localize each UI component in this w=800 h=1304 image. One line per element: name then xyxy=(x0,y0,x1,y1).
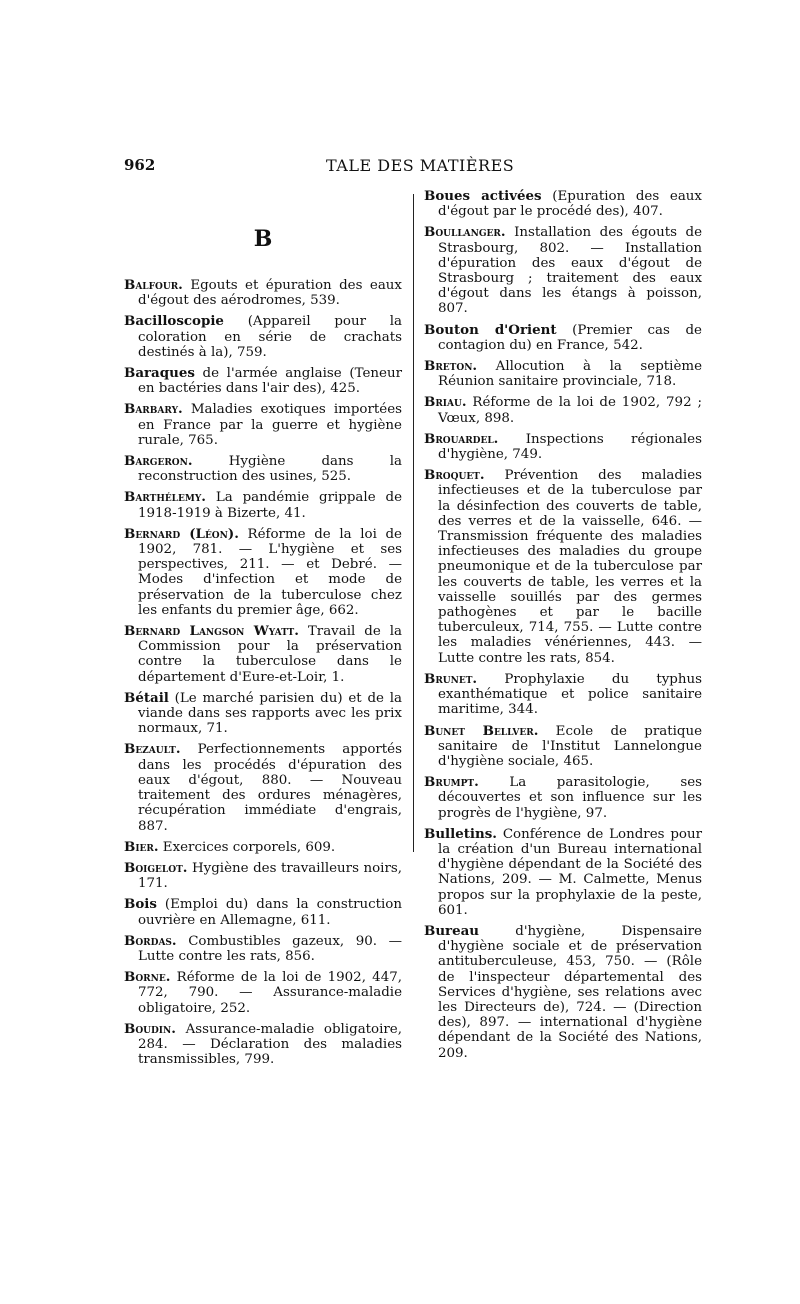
index-entry xyxy=(424,432,702,462)
entry-heading: Boigelot. xyxy=(124,859,188,876)
index-entry xyxy=(124,490,402,520)
entry-text: de l'armée anglaise (Teneur en bactéries dans l'air des), 425. xyxy=(138,366,402,397)
entry-text: Assurance-maladie obligatoire, 284. — Déclaration des maladies transmissibles, 799. xyxy=(138,1021,402,1068)
column-divider xyxy=(413,194,414,852)
entry-heading: Boudin. xyxy=(124,1020,176,1037)
index-entry xyxy=(424,724,702,770)
index-entry xyxy=(424,359,702,389)
entry-text: Exercices corporels, 609. xyxy=(162,839,336,855)
page-number: 962 xyxy=(124,156,156,174)
index-entry xyxy=(424,323,702,353)
entry-text: Réforme de la loi de 1902, 792 ; Vœux, 898. xyxy=(438,395,702,426)
entry-text: d'hygiène, Dispensaire d'hygiène sociale et de préservation antituberculeuse, 453, 750. — (Rôle de l'inspecteur départemental des Services d'hygiène, ses relations avec les Directeurs de), 724. — (Direction des), 897. — international d'hygiène dépendant de la Société des Nations, 209. xyxy=(438,923,702,1061)
index-entry xyxy=(424,924,702,1061)
entry-text: Travail de la Commission pour la préservation contre la tuberculose dans le département d'Eure-et-Loir, 1. xyxy=(138,624,402,685)
index-entry xyxy=(424,395,702,425)
index-entry xyxy=(424,468,702,666)
entry-text: Allocution à la septième Réunion sanitaire provinciale, 718. xyxy=(438,359,702,390)
entry-text: (Le marché parisien du) et de la viande dans ses rapports avec les prix normaux, 71. xyxy=(138,690,402,737)
index-column-left xyxy=(124,194,402,1073)
entry-text: Hygiène des travailleurs noirs, 171. xyxy=(138,860,402,892)
entry-heading: Bulletins. xyxy=(424,825,497,842)
entry-heading: Borne. xyxy=(124,969,171,986)
entry-text: Installation des égouts de Strasbourg, 802. — Installation d'épuration des eaux d'égout de Strasbourg ; traitement des eaux d'égout dans les étangs à poisson, 807. xyxy=(438,225,702,317)
index-entry xyxy=(124,934,402,964)
entry-text: Combustibles gazeux, 90. — Lutte contre les rats, 856. xyxy=(138,933,402,964)
entry-text: (Premier cas de contagion du) en France, 542. xyxy=(438,322,702,353)
entry-text: Maladies exotiques importées en France par la guerre et hygiène rurale, 765. xyxy=(138,402,402,448)
index-entry xyxy=(424,225,702,316)
index-entry xyxy=(124,314,402,360)
index-entry xyxy=(124,402,402,448)
entry-heading: Bezault. xyxy=(124,741,181,758)
entry-text: Réforme de la loi de 1902, 781. — L'hygiène et ses perspectives, 211. — et Debré. — Modes d'infection et mode de préservation de la tuberculose chez les enfants du premier âge, 662. xyxy=(138,526,402,618)
entry-text: Ecole de pratique sanitaire de l'Institut Lannelongue d'hygiène sociale, 465. xyxy=(438,723,702,769)
entry-heading: Barbary. xyxy=(124,401,183,418)
index-entry xyxy=(124,454,402,484)
left-entries xyxy=(124,278,402,1067)
index-entry xyxy=(124,840,402,855)
entry-text: Conférence de Londres pour la création d'un Bureau international d'hygiène dépendant de la Société des Nations, 209. — M. Calmette, Menus propos sur la prophylaxie de la peste, 601. xyxy=(438,826,702,918)
entry-heading: Bacilloscopie xyxy=(124,313,224,330)
entry-text: Prophylaxie du typhus exanthématique et police sanitaire maritime, 344. xyxy=(438,671,703,718)
index-entry xyxy=(124,624,402,685)
entry-heading: Briau. xyxy=(424,394,467,411)
index-entry xyxy=(124,527,402,618)
entry-heading: Bunet Bellver. xyxy=(424,722,539,739)
entry-text: La pandémie grippale de 1918-1919 à Bizerte, 41. xyxy=(138,490,402,521)
entry-text: (Appareil pour la coloration en série de crachats destinés à la), 759. xyxy=(138,314,402,360)
entry-heading: Boues activées xyxy=(424,188,542,204)
index-entry xyxy=(124,366,402,396)
index-entry xyxy=(124,691,402,737)
entry-heading: Breton. xyxy=(424,358,478,375)
index-entry xyxy=(424,827,702,918)
entry-heading: Boullanger. xyxy=(424,224,506,241)
entry-heading: Baraques xyxy=(124,365,195,382)
entry-heading: Bargeron. xyxy=(124,453,193,470)
entry-text: Egouts et épuration des eaux d'égout des aérodromes, 539. xyxy=(138,278,402,309)
entry-text: Perfectionnements apportés dans les procédés d'épuration des eaux d'égout, 880. — Nouveau traitement des ordures ménagères, récupération immédiate d'engrais, 887. xyxy=(138,742,402,834)
entry-heading: Brunet. xyxy=(424,670,478,687)
running-title: TALE DES MATIÈRES xyxy=(326,156,515,175)
entry-heading: Brouardel. xyxy=(424,430,499,447)
entry-text: La parasitologie, ses découvertes et son influence sur les progrès de l'hygiène, 97. xyxy=(438,775,702,821)
entry-heading: Balfour. xyxy=(124,277,183,293)
entry-heading: Broquet. xyxy=(424,467,485,484)
entry-heading: Bier. xyxy=(124,838,159,855)
entry-text: Prévention des maladies infectieuses et de la tuberculose par la désinfection des couverts de table, des verres et de la vaisselle, 646. — Transmission fréquente des maladies infectieuses des maladies du groupe pneumonique et de la tuberculose par les couverts de table, les verres et la vaisselle souillés par des germes pathogènes et par le bacille tuberculeux, 714, 755. — Lutte contre les maladies vénériennes, 443. — Lutte contre les rats, 854. xyxy=(438,468,703,666)
index-entry xyxy=(424,189,702,219)
entry-heading: Bureau xyxy=(424,922,480,939)
right-entries xyxy=(424,189,702,1061)
entry-text: Hygiène dans la reconstruction des usines, 525. xyxy=(138,454,402,485)
entry-text: Réforme de la loi de 1902, 447, 772, 790. — Assurance-maladie obligatoire, 252. xyxy=(138,970,402,1016)
entry-text: (Epuration des eaux d'égout par le procédé des), 407. xyxy=(438,189,702,220)
index-entry xyxy=(424,775,702,821)
entry-heading: Bordas. xyxy=(124,932,177,949)
index-entry xyxy=(124,897,402,927)
index-column-right xyxy=(424,189,702,1067)
index-entry xyxy=(124,742,402,833)
section-letter: B xyxy=(253,226,273,252)
entry-heading: Bois xyxy=(124,896,157,913)
entry-heading: Barthélemy. xyxy=(124,489,206,506)
entry-heading: Brumpt. xyxy=(424,774,479,791)
entry-heading: Bouton d'Orient xyxy=(424,321,557,338)
index-entry xyxy=(124,861,402,891)
index-entry xyxy=(124,278,402,308)
index-entry xyxy=(124,1022,402,1068)
entry-heading: Bétail xyxy=(124,689,169,706)
index-entry xyxy=(424,672,702,718)
entry-heading: Bernard Langson Wyatt. xyxy=(124,623,299,640)
entry-text: Inspections régionales d'hygiène, 749. xyxy=(438,431,702,463)
index-entry xyxy=(124,970,402,1016)
entry-heading: Bernard (Léon). xyxy=(124,525,239,542)
entry-text: (Emploi du) dans la construction ouvrière en Allemagne, 611. xyxy=(138,897,402,928)
